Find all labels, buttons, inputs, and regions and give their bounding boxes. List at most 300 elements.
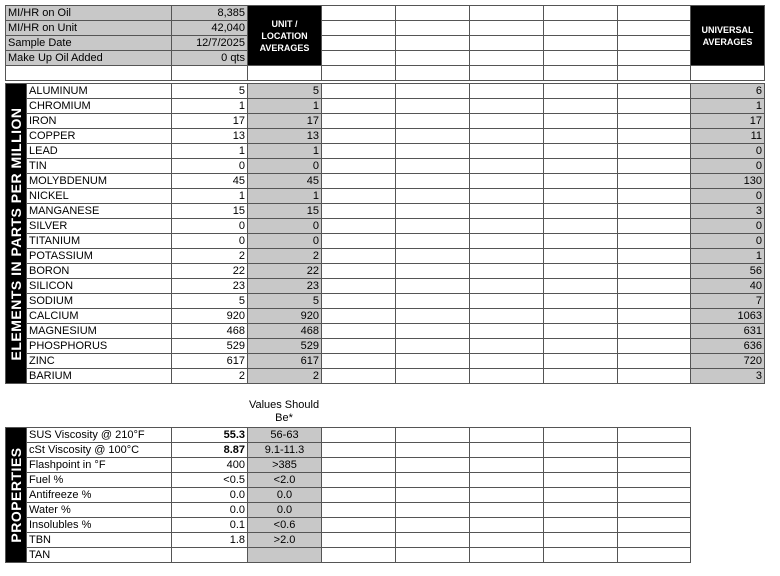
empty-cell [544,219,618,234]
empty-cell [544,264,618,279]
empty-cell [322,144,396,159]
empty-cell [470,129,544,144]
property-value: 400 [172,458,248,473]
element-unit-average: 1 [248,189,322,204]
empty-cell [470,219,544,234]
empty-cell [544,204,618,219]
empty-cell [322,458,396,473]
property-row [6,428,691,443]
properties-table [5,427,691,563]
element-universal-average: 11 [691,129,765,144]
empty-cell [618,324,691,339]
property-name: Water % [27,503,172,518]
empty-cell [172,66,248,81]
empty-cell [470,66,544,81]
empty-cell [322,518,396,533]
element-name: IRON [27,114,172,129]
property-name: TAN [27,548,172,563]
element-universal-average: 7 [691,294,765,309]
empty-cell [396,249,470,264]
empty-cell [322,294,396,309]
element-row [6,339,765,354]
element-unit-average: 468 [248,324,322,339]
element-name: MANGANESE [27,204,172,219]
element-name: MAGNESIUM [27,324,172,339]
empty-cell [396,159,470,174]
element-name: CHROMIUM [27,99,172,114]
element-unit-average: 617 [248,354,322,369]
empty-cell [470,99,544,114]
element-unit-average: 0 [248,159,322,174]
empty-cell [470,234,544,249]
element-universal-average: 3 [691,204,765,219]
empty-cell [396,533,470,548]
element-unit-average: 5 [248,294,322,309]
header-row [6,6,765,21]
header-row [6,21,765,36]
empty-cell [470,458,544,473]
empty-cell [396,129,470,144]
empty-cell [396,518,470,533]
empty-cell [322,51,396,66]
empty-cell [618,339,691,354]
empty-cell [248,66,322,81]
element-universal-average: 130 [691,174,765,189]
empty-cell [544,144,618,159]
property-row [6,458,691,473]
element-universal-average: 56 [691,264,765,279]
empty-cell [618,369,691,384]
empty-cell [470,6,544,21]
element-value: 5 [172,294,248,309]
header-value: 42,040 [172,21,248,36]
empty-cell [544,548,618,563]
empty-cell [322,219,396,234]
empty-cell [618,66,691,81]
element-name: NICKEL [27,189,172,204]
element-unit-average: 13 [248,129,322,144]
header-value: 0 qts [172,51,248,66]
empty-cell [470,518,544,533]
element-unit-average: 1 [248,99,322,114]
empty-cell [470,324,544,339]
empty-cell [544,488,618,503]
element-row [6,219,765,234]
empty-cell [544,189,618,204]
empty-cell [470,51,544,66]
empty-cell [618,174,691,189]
empty-cell [322,279,396,294]
empty-cell [470,174,544,189]
empty-cell [322,249,396,264]
empty-cell [470,488,544,503]
empty-cell [618,159,691,174]
empty-cell [396,488,470,503]
empty-cell [322,428,396,443]
empty-cell [322,548,396,563]
property-should-be: 0.0 [248,488,322,503]
empty-cell [544,369,618,384]
element-name: COPPER [27,129,172,144]
empty-cell [396,219,470,234]
empty-cell [618,234,691,249]
empty-cell [396,354,470,369]
empty-cell [470,114,544,129]
property-name: SUS Viscosity @ 210°F [27,428,172,443]
element-value: 468 [172,324,248,339]
empty-cell [618,548,691,563]
empty-cell [322,99,396,114]
element-name: SILICON [27,279,172,294]
element-universal-average: 17 [691,114,765,129]
element-value: 0 [172,234,248,249]
empty-cell [322,66,396,81]
element-row [6,354,765,369]
property-value: 55.3 [172,428,248,443]
property-should-be: 56-63 [248,428,322,443]
empty-cell [618,51,691,66]
element-row [6,369,765,384]
empty-cell [322,234,396,249]
empty-cell [618,488,691,503]
empty-cell [322,204,396,219]
empty-cell [396,114,470,129]
empty-cell [322,129,396,144]
property-row [6,443,691,458]
property-row [6,488,691,503]
empty-cell [396,294,470,309]
empty-cell [396,204,470,219]
empty-cell [322,354,396,369]
empty-cell [322,6,396,21]
element-value: 2 [172,369,248,384]
empty-cell [322,488,396,503]
element-unit-average: 1 [248,144,322,159]
empty-cell [544,503,618,518]
empty-cell [470,354,544,369]
element-value: 0 [172,159,248,174]
element-value: 2 [172,249,248,264]
element-unit-average: 529 [248,339,322,354]
header-label: MI/HR on Oil [6,6,172,21]
property-should-be: >385 [248,458,322,473]
element-name: PHOSPHORUS [27,339,172,354]
empty-cell [470,189,544,204]
empty-cell [396,548,470,563]
header-row [6,51,765,66]
element-unit-average: 23 [248,279,322,294]
empty-cell [544,129,618,144]
element-universal-average: 40 [691,279,765,294]
element-unit-average: 920 [248,309,322,324]
empty-cell [322,369,396,384]
empty-cell [396,309,470,324]
empty-cell [322,443,396,458]
element-unit-average: 5 [248,84,322,99]
element-row [6,189,765,204]
element-value: 1 [172,189,248,204]
empty-cell [470,264,544,279]
empty-cell [544,66,618,81]
properties-side-label-text: PROPERTIES [8,447,24,543]
element-row [6,144,765,159]
element-name: POTASSIUM [27,249,172,264]
property-should-be: <2.0 [248,473,322,488]
element-row [6,309,765,324]
element-universal-average: 0 [691,144,765,159]
empty-cell [6,66,172,81]
empty-cell [322,189,396,204]
empty-cell [470,279,544,294]
element-row [6,324,765,339]
empty-cell [470,309,544,324]
empty-cell [618,503,691,518]
element-value: 17 [172,114,248,129]
empty-cell [470,473,544,488]
empty-cell [618,99,691,114]
empty-cell [618,6,691,21]
empty-cell [396,174,470,189]
property-name: Antifreeze % [27,488,172,503]
element-value: 22 [172,264,248,279]
element-row [6,234,765,249]
property-value: 0.1 [172,518,248,533]
property-should-be: 0.0 [248,503,322,518]
empty-cell [322,309,396,324]
element-value: 920 [172,309,248,324]
empty-cell [544,354,618,369]
element-value: 0 [172,219,248,234]
element-unit-average: 2 [248,249,322,264]
property-value [172,548,248,563]
elements-side-label [6,84,27,384]
empty-cell [470,21,544,36]
empty-cell [470,428,544,443]
empty-cell [544,324,618,339]
property-row [6,473,691,488]
element-row [6,84,765,99]
empty-cell [396,264,470,279]
element-row [6,204,765,219]
header-label: Sample Date [6,36,172,51]
element-name: LEAD [27,144,172,159]
element-unit-average: 15 [248,204,322,219]
element-universal-average: 1 [691,249,765,264]
empty-cell [322,533,396,548]
empty-cell [470,443,544,458]
element-value: 617 [172,354,248,369]
empty-cell [544,249,618,264]
element-value: 529 [172,339,248,354]
unit-location-averages-header: UNIT / LOCATION AVERAGES [248,6,322,66]
empty-cell [618,294,691,309]
empty-cell [618,219,691,234]
header-value: 12/7/2025 [172,36,248,51]
element-universal-average: 0 [691,234,765,249]
empty-cell [470,503,544,518]
element-name: BARIUM [27,369,172,384]
elements-side-label-text: ELEMENTS IN PARTS PER MILLION [8,106,24,361]
empty-cell [618,114,691,129]
element-name: CALCIUM [27,309,172,324]
element-universal-average: 0 [691,219,765,234]
empty-cell [618,129,691,144]
empty-cell [618,249,691,264]
property-should-be [248,548,322,563]
empty-cell [396,234,470,249]
empty-cell [618,354,691,369]
empty-cell [396,473,470,488]
empty-cell [618,189,691,204]
empty-cell [618,428,691,443]
element-name: TITANIUM [27,234,172,249]
element-universal-average: 0 [691,189,765,204]
empty-cell [322,114,396,129]
empty-cell [470,144,544,159]
empty-cell [322,339,396,354]
empty-cell [544,309,618,324]
element-name: BORON [27,264,172,279]
empty-cell [396,279,470,294]
element-value: 13 [172,129,248,144]
property-name: Fuel % [27,473,172,488]
empty-cell [618,204,691,219]
element-unit-average: 45 [248,174,322,189]
empty-cell [618,36,691,51]
header-label: MI/HR on Unit [6,21,172,36]
property-should-be: 9.1-11.3 [248,443,322,458]
empty-cell [396,6,470,21]
element-universal-average: 631 [691,324,765,339]
empty-cell [544,443,618,458]
element-universal-average: 636 [691,339,765,354]
empty-cell [470,548,544,563]
values-should-be-label: Values Should Be* [248,399,320,424]
empty-cell [322,84,396,99]
empty-cell [396,51,470,66]
element-name: TIN [27,159,172,174]
property-name: Insolubles % [27,518,172,533]
element-value: 15 [172,204,248,219]
property-value: 8.87 [172,443,248,458]
empty-cell [322,36,396,51]
empty-cell [691,66,765,81]
element-universal-average: 6 [691,84,765,99]
empty-cell [544,84,618,99]
empty-cell [544,114,618,129]
empty-cell [544,21,618,36]
properties-side-label [6,428,27,563]
empty-cell [544,174,618,189]
empty-cell [618,518,691,533]
empty-cell [396,339,470,354]
property-should-be: >2.0 [248,533,322,548]
empty-cell [544,6,618,21]
empty-cell [544,234,618,249]
element-row [6,99,765,114]
element-universal-average: 0 [691,159,765,174]
empty-cell [396,428,470,443]
empty-cell [396,84,470,99]
element-universal-average: 1063 [691,309,765,324]
empty-cell [322,503,396,518]
empty-cell [396,458,470,473]
empty-cell [618,309,691,324]
element-row [6,159,765,174]
property-name: TBN [27,533,172,548]
element-value: 23 [172,279,248,294]
empty-cell [322,324,396,339]
element-row [6,174,765,189]
empty-cell [322,264,396,279]
element-row [6,129,765,144]
element-unit-average: 22 [248,264,322,279]
empty-cell [396,189,470,204]
empty-cell [544,279,618,294]
elements-table [5,83,765,384]
property-row [6,548,691,563]
property-value: 1.8 [172,533,248,548]
empty-cell [470,159,544,174]
empty-cell [470,204,544,219]
element-value: 1 [172,99,248,114]
element-name: SODIUM [27,294,172,309]
empty-cell [618,144,691,159]
empty-cell [396,144,470,159]
element-row [6,114,765,129]
property-value: <0.5 [172,473,248,488]
empty-cell [618,264,691,279]
universal-averages-header: UNIVERSAL AVERAGES [691,6,765,66]
element-row [6,279,765,294]
empty-cell [618,473,691,488]
empty-cell [396,369,470,384]
empty-cell [544,533,618,548]
empty-cell [322,473,396,488]
element-value: 45 [172,174,248,189]
empty-cell [618,458,691,473]
property-name: Flashpoint in °F [27,458,172,473]
empty-cell [322,174,396,189]
element-name: ZINC [27,354,172,369]
empty-cell [396,36,470,51]
empty-cell [396,443,470,458]
property-value: 0.0 [172,503,248,518]
empty-cell [544,294,618,309]
empty-cell [470,84,544,99]
element-name: MOLYBDENUM [27,174,172,189]
empty-cell [618,84,691,99]
empty-cell [544,159,618,174]
element-name: SILVER [27,219,172,234]
empty-cell [544,518,618,533]
empty-cell [396,99,470,114]
element-universal-average: 1 [691,99,765,114]
element-name: ALUMINUM [27,84,172,99]
element-universal-average: 720 [691,354,765,369]
element-value: 5 [172,84,248,99]
element-unit-average: 0 [248,219,322,234]
element-row [6,264,765,279]
property-row [6,533,691,548]
empty-cell [396,21,470,36]
empty-cell [470,533,544,548]
header-value: 8,385 [172,6,248,21]
element-unit-average: 17 [248,114,322,129]
property-row [6,518,691,533]
empty-cell [470,294,544,309]
empty-cell [322,21,396,36]
